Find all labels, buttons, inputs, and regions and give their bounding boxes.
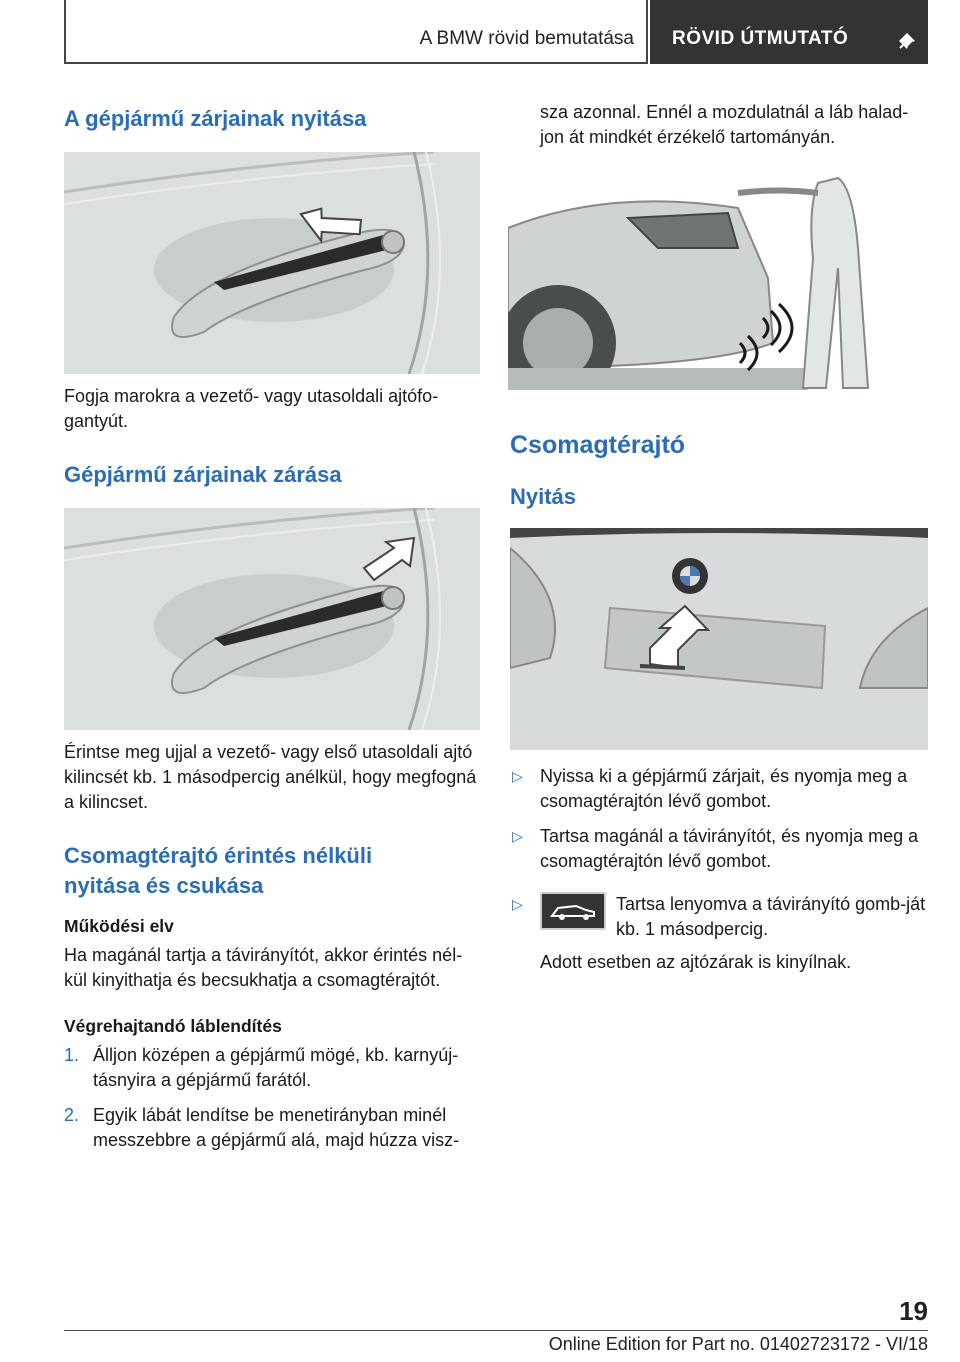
list-item: [510, 764, 928, 814]
step-number: 1.: [64, 1045, 80, 1065]
car-trunk-key-icon: [540, 892, 606, 930]
step-number: 2.: [64, 1105, 80, 1125]
footer-divider: [64, 1330, 928, 1331]
para-principle: Ha magánál tartja a távirányítót, akkor érintés nél-kül kinyithatja és becsukhatja a csomagtérajtót.: [64, 945, 463, 990]
heading-touchless-line2: nyitása és csukása: [64, 873, 264, 898]
para-grip-handle: Fogja marokra a vezető- vagy utasoldali ajtófo-gantyút.: [64, 386, 439, 431]
heading-open-locks: A gépjármű zárjainak nyitása: [64, 106, 367, 131]
left-column: [64, 100, 480, 1163]
header-section-title: [64, 0, 648, 64]
list-item: [64, 1043, 480, 1093]
para-continuation: sza azonnal. Ennél a mozdulatnál a láb halad-jon át mindkét érzékelő tartományán.: [540, 102, 909, 147]
trunk-button-image: [510, 528, 928, 750]
kick-steps-list: [64, 1043, 480, 1153]
door-handle-touch-illustration: [64, 508, 480, 730]
list-item: [64, 1103, 480, 1153]
triangle-bullet-icon: ▷: [512, 828, 523, 844]
bullet-text: Tartsa lenyomva a távirányító gomb-ját kb. 1 másodpercig.: [616, 894, 926, 939]
triangle-bullet-icon: ▷: [512, 768, 523, 784]
list-item: [510, 824, 928, 874]
bullet-text: Nyissa ki a gépjármű zárjait, és nyomja meg a csomagtérajtón lévő gombot.: [540, 766, 908, 811]
door-handle-illustration: [64, 152, 480, 374]
triangle-bullet-icon: ▷: [512, 896, 523, 912]
para-touch-handle: Érintse meg ujjal a vezető- vagy első utasoldali ajtó kilincsét kb. 1 másodpercig anélkül, hogy megfogná a kilincset.: [64, 742, 477, 812]
heading-touchless-line1: Csomagtérajtó érintés nélküli: [64, 843, 373, 868]
step-text: Álljon középen a gépjármű mögé, kb. karnyúj-tásnyira a gépjármű farától.: [93, 1045, 459, 1090]
header-chapter-tab: [650, 0, 928, 64]
footer-edition: Online Edition for Part no. 01402723172 - VI/18: [548, 1334, 928, 1354]
door-handle-touch-image: [64, 508, 480, 730]
page-header: [64, 0, 928, 64]
door-handle-grip-image: [64, 152, 480, 374]
heading-opening: Nyitás: [510, 484, 577, 509]
heading-principle: Működési elv: [64, 916, 174, 936]
opening-bullets: [510, 764, 928, 942]
header-left-title: A BMW rövid bemutatása: [419, 28, 634, 49]
trunk-button-illustration: [510, 528, 928, 750]
pin-icon: [896, 30, 918, 52]
step-text: Egyik lábát lendítse be menetirányban minél messzebbre a gépjármű alá, majd húzza visz-: [93, 1105, 460, 1150]
header-right-title: RÖVID ÚTMUTATÓ: [672, 28, 849, 49]
kick-sensor-image: [508, 168, 922, 390]
heading-kick-motion: Végrehajtandó láblendítés: [64, 1016, 282, 1036]
list-item: [510, 892, 928, 942]
bullet-text: Tartsa magánál a távirányítót, és nyomja meg a csomagtérajtón lévő gombot.: [540, 826, 919, 871]
rear-bumper-kick-illustration: [508, 168, 922, 390]
heading-lock-vehicle: Gépjármű zárjainak zárása: [64, 462, 342, 487]
heading-trunk-lid: Csomagtérajtó: [510, 431, 686, 459]
right-column: [510, 100, 928, 975]
page-number: 19: [899, 1296, 928, 1326]
para-door-locks-open: Adott esetben az ajtózárak is kinyílnak.: [540, 952, 852, 972]
